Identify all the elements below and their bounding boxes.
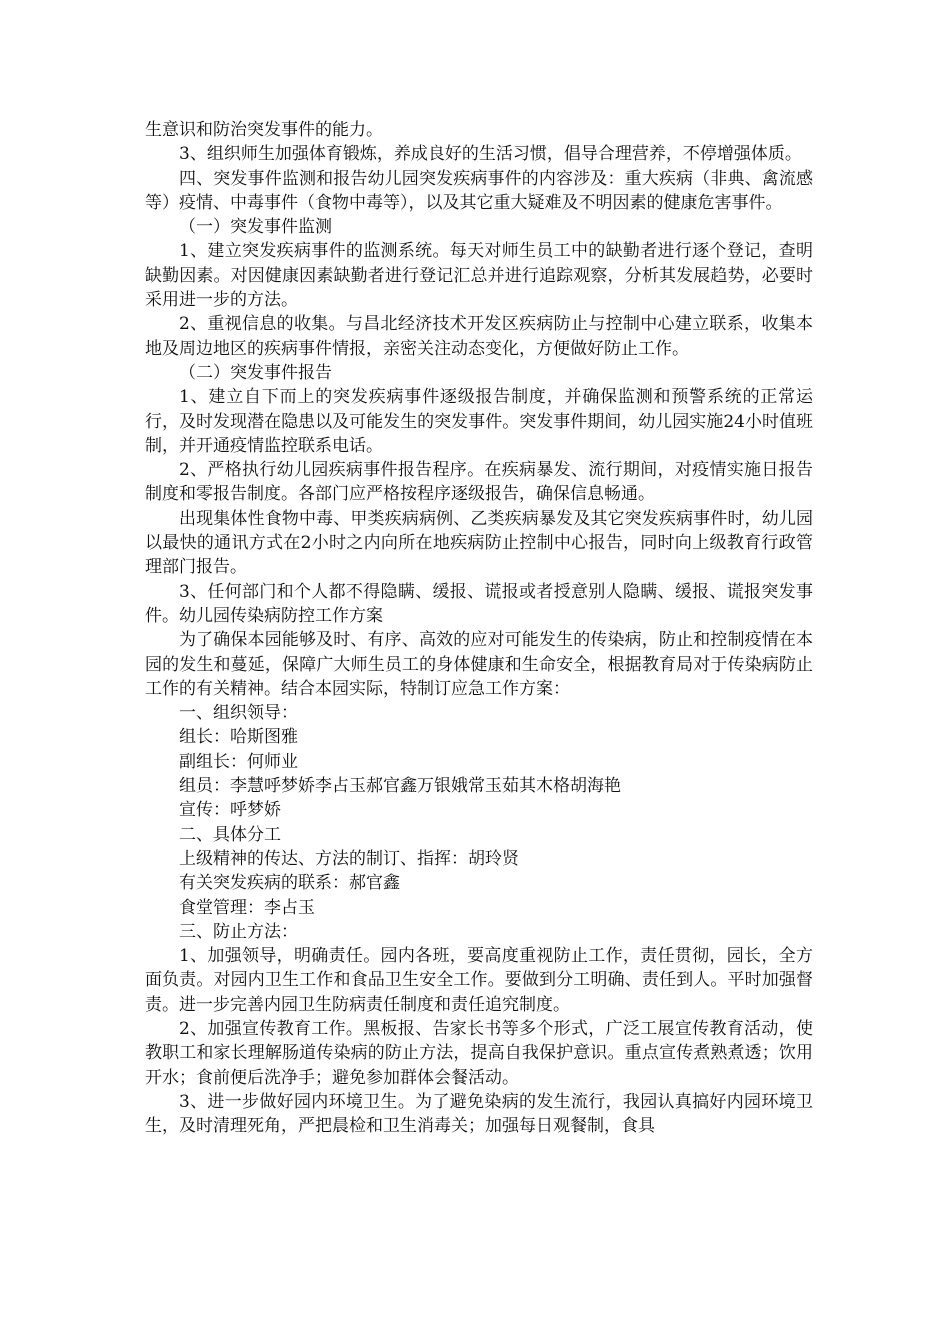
leader-line: 组长：哈斯图雅 [179, 727, 298, 748]
division-line-1: 上级精神的传达、方法的制订、指挥：胡玲贤 [179, 848, 519, 869]
section-heading-leadership: 一、组织领导： [179, 703, 298, 724]
section-heading-reporting: （二）突发事件报告 [179, 362, 332, 383]
paragraph-24: 3、进一步做好园内环境卫生。为了避免染病的发生流行，我园认真搞好内园环境卫生，及时清理死角，严把晨检和卫生消毒关；加强每日观餐制，食具 [145, 1091, 813, 1137]
paragraph-5: 2、重视信息的收集。与昌北经济技术开发区疾病防止与控制中心建立联系，收集本地及周边地区的疾病事件情报，亲密关注动态变化，方便做好防止工作。 [145, 314, 813, 359]
paragraph-2: 四、突发事件监测和报告幼儿园突发疾病事件的内容涉及：重大疾病（非典、禽流感等）疫情、中毒事件（食物中毒等），以及其它重大疑难及不明因素的健康危害事件。 [145, 168, 813, 213]
paragraph-22: 1、加强领导，明确责任。园内各班，要高度重视防止工作，责任贯彻，园长，全方面负责。对园内卫生工作和食品卫生安全工作。要做到分工明确、责任到人。平时加强督责。进一步完善内园卫生防病责任制度和责任追究制度。 [145, 946, 813, 1015]
section-heading-division: 二、具体分工 [179, 824, 281, 845]
publicity-line: 宣传：呼梦娇 [179, 800, 281, 821]
paragraph-23: 2、加强宣传教育工作。黑板报、告家长书等多个形式，广泛工展宣传教育活动，使教职工和家长理解肠道传染病的防止方法，提高自我保护意识。重点宣传煮熟煮透；饮用开水；食前便后洗净手；避免参加群体会餐活动。 [145, 1018, 813, 1088]
division-line-2: 有关突发疾病的联系：郝官鑫 [179, 873, 400, 894]
paragraph-10: 3、任何部门和个人都不得隐瞒、缓报、谎报或者授意别人隐瞒、缓报、谎报突发事件。幼儿园传染病防控工作方案 [145, 581, 813, 626]
paragraph-11: 为了确保本园能够及时、有序、高效的应对可能发生的传染病，防止和控制疫情在本园的发生和蔓延，保障广大师生员工的身体健康和生命安全，根据教育局对于传染病防止工作的有关精神。结合本园实际，特制订应急工作方案： [145, 630, 813, 699]
document-page [145, 118, 813, 1138]
paragraph-1: 3、组织师生加强体育锻炼，养成良好的生活习惯，倡导合理营养，不停增强体质。 [179, 144, 802, 165]
paragraph-4: 1、建立突发疾病事件的监测系统。每天对师生员工中的缺勤者进行逐个登记，查明缺勤因素。对因健康因素缺勤者进行登记汇总并进行追踪观察，分析其发展趋势，必要时采用进一步的方法。 [145, 241, 813, 311]
division-line-3: 食堂管理：李占玉 [179, 897, 315, 918]
section-heading-monitoring: （一）突发事件监测 [179, 217, 332, 238]
paragraph-7: 1、建立自下而上的突发疾病事件逐级报告制度，并确保监测和预警系统的正常运行，及时发现潜在隐患以及可能发生的突发事件。突发事件期间，幼儿园实施24小时值班制，并开通疫情监控联系电话。 [145, 387, 813, 456]
paragraph-9: 出现集体性食物中毒、甲类疾病病例、乙类疾病暴发及其它突发疾病事件时，幼儿园以最快的通讯方式在2小时之内向所在地疾病防止控制中心报告，同时向上级教育行政管理部门报告。 [145, 508, 813, 578]
paragraph-8: 2、严格执行幼儿园疾病事件报告程序。在疾病暴发、流行期间，对疫情实施日报告制度和零报告制度。各部门应严格按程序逐级报告，确保信息畅通。 [145, 460, 813, 505]
members-line: 组员：李慧呼梦娇李占玉郝官鑫万银娥常玉茹其木格胡海艳 [179, 776, 621, 797]
paragraph-0: 生意识和防治突发事件的能力。 [145, 120, 383, 140]
section-heading-prevention: 三、防止方法： [179, 921, 298, 942]
deputy-leader-line: 副组长：何师业 [179, 751, 298, 772]
